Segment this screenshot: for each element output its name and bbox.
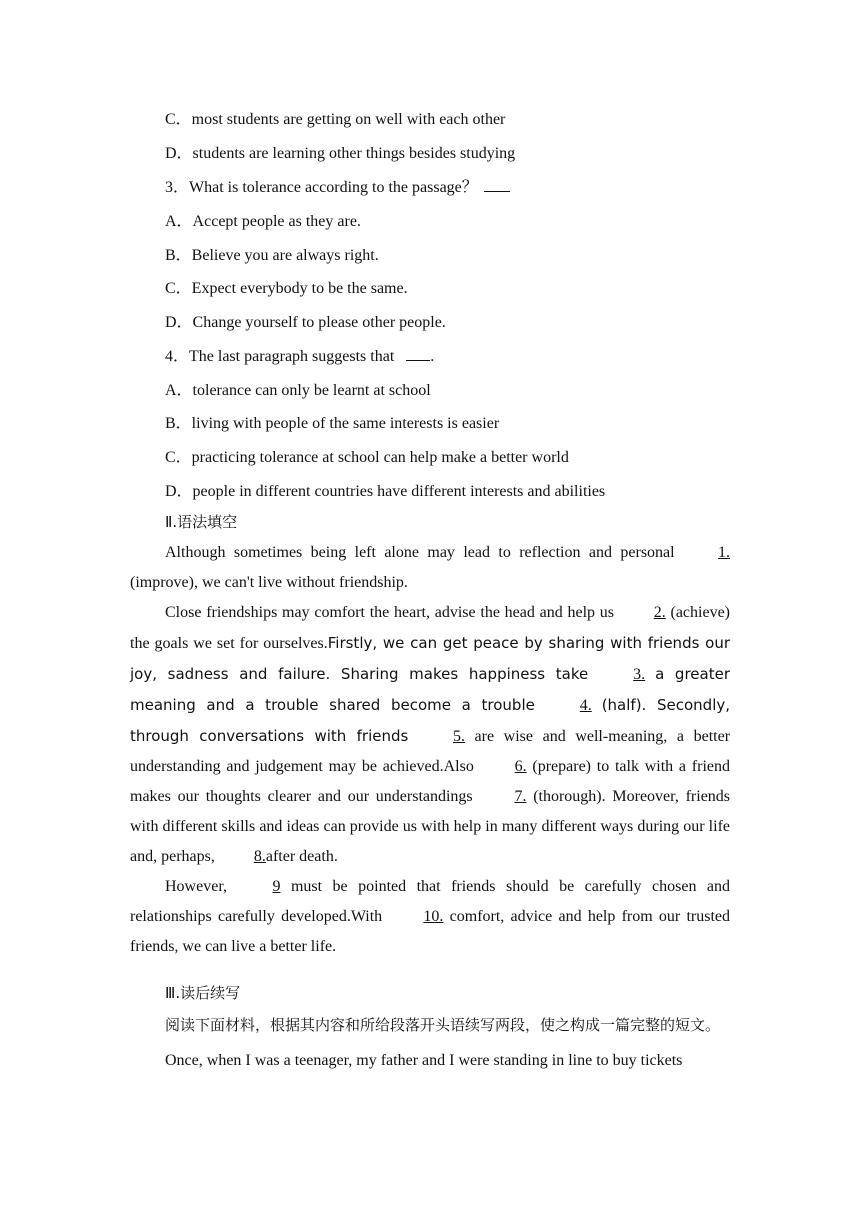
blank-8: 8. (253, 848, 266, 865)
q3-option-b: B．Believe you are always right. (165, 247, 379, 264)
continuation-section (130, 1010, 730, 1076)
q4-stem (165, 343, 434, 366)
text-run: However, (165, 878, 227, 895)
q2-option-c: C．most students are getting on well with each other (165, 111, 506, 128)
blank-1: 1. (718, 544, 731, 561)
blank-7: 7. (514, 788, 527, 805)
text-run: (prepare) to talk with a friend makes our thoughts clearer and our understandings (130, 758, 731, 805)
section-3-title: Ⅲ.读后续写 (165, 984, 241, 1002)
q3-stem-text: 3．What is tolerance according to the passage？ (165, 179, 478, 196)
q4-option-d: D．people in different countries have different interests and abilities (165, 483, 606, 500)
text-run: (improve), we can't live without friendship. (130, 574, 408, 591)
blank-10: 10. (423, 908, 444, 925)
section-2-title: Ⅱ.语法填空 (165, 513, 238, 531)
q2-option-d: D．students are learning other things besides studying (165, 145, 516, 162)
blank-6: 6. (514, 758, 527, 775)
q3-option-d: D．Change yourself to please other people. (165, 314, 446, 331)
answer-blank (484, 177, 510, 192)
blank-4: 4. (579, 697, 592, 714)
blank-2: 2. (653, 604, 666, 621)
answer-blank (406, 346, 430, 361)
q4-stem-end: . (430, 348, 435, 365)
blank-3: 3. (633, 666, 646, 683)
grammar-passage (130, 538, 730, 962)
text-run: are wise and well-meaning, a better understanding and judgement may be achieved.Also (130, 728, 731, 775)
q4-option-c: C．practicing tolerance at school can help make a better world (165, 449, 569, 466)
continuation-story: Once, when I was a teenager, my father and I were standing in line to buy tickets (165, 1052, 683, 1069)
grammar-paragraph-3 (130, 872, 730, 962)
continuation-instruction: 阅读下面材料，根据其内容和所给段落开头语续写两段，使之构成一篇完整的短文。 (165, 1016, 721, 1034)
q4-option-b: B．living with people of the same interests is easier (165, 415, 500, 432)
text-run: comfort, advice and help from our trusted friends, we can live a better life. (130, 908, 731, 955)
q3-option-c: C．Expect everybody to be the same. (165, 280, 408, 297)
text-run: after death. (265, 848, 338, 865)
q3-stem (165, 174, 510, 197)
text-run: Close friendships may comfort the heart, advise the head and help us (165, 604, 614, 621)
blank-5: 5. (452, 728, 465, 745)
text-run: Firstly, we can get peace by sharing with friends our joy, sadness and failure. Sharing makes happiness take (130, 634, 730, 683)
text-run: (thorough). Moreover, friends with different skills and ideas can provide us with help in many different ways during our life and, perhaps, (130, 788, 731, 865)
blank-9: 9 (272, 878, 281, 895)
grammar-paragraph-2 (130, 598, 730, 872)
text-run: must be pointed that friends should be carefully chosen and relationships carefully developed.With (130, 878, 731, 925)
text-run: Although sometimes being left alone may lead to reflection and personal (165, 544, 675, 561)
q3-option-a: A．Accept people as they are. (165, 213, 361, 230)
q4-option-a: A．tolerance can only be learnt at school (165, 382, 431, 399)
text-run: (achieve) the goals we set for ourselves. (130, 604, 731, 652)
text-run: (half). Secondly, through conversations with friends (130, 696, 731, 745)
q4-stem-text: 4．The last paragraph suggests that (165, 348, 395, 365)
text-run: a greater meaning and a trouble shared become a trouble (130, 665, 730, 714)
grammar-paragraph-1 (130, 538, 730, 598)
